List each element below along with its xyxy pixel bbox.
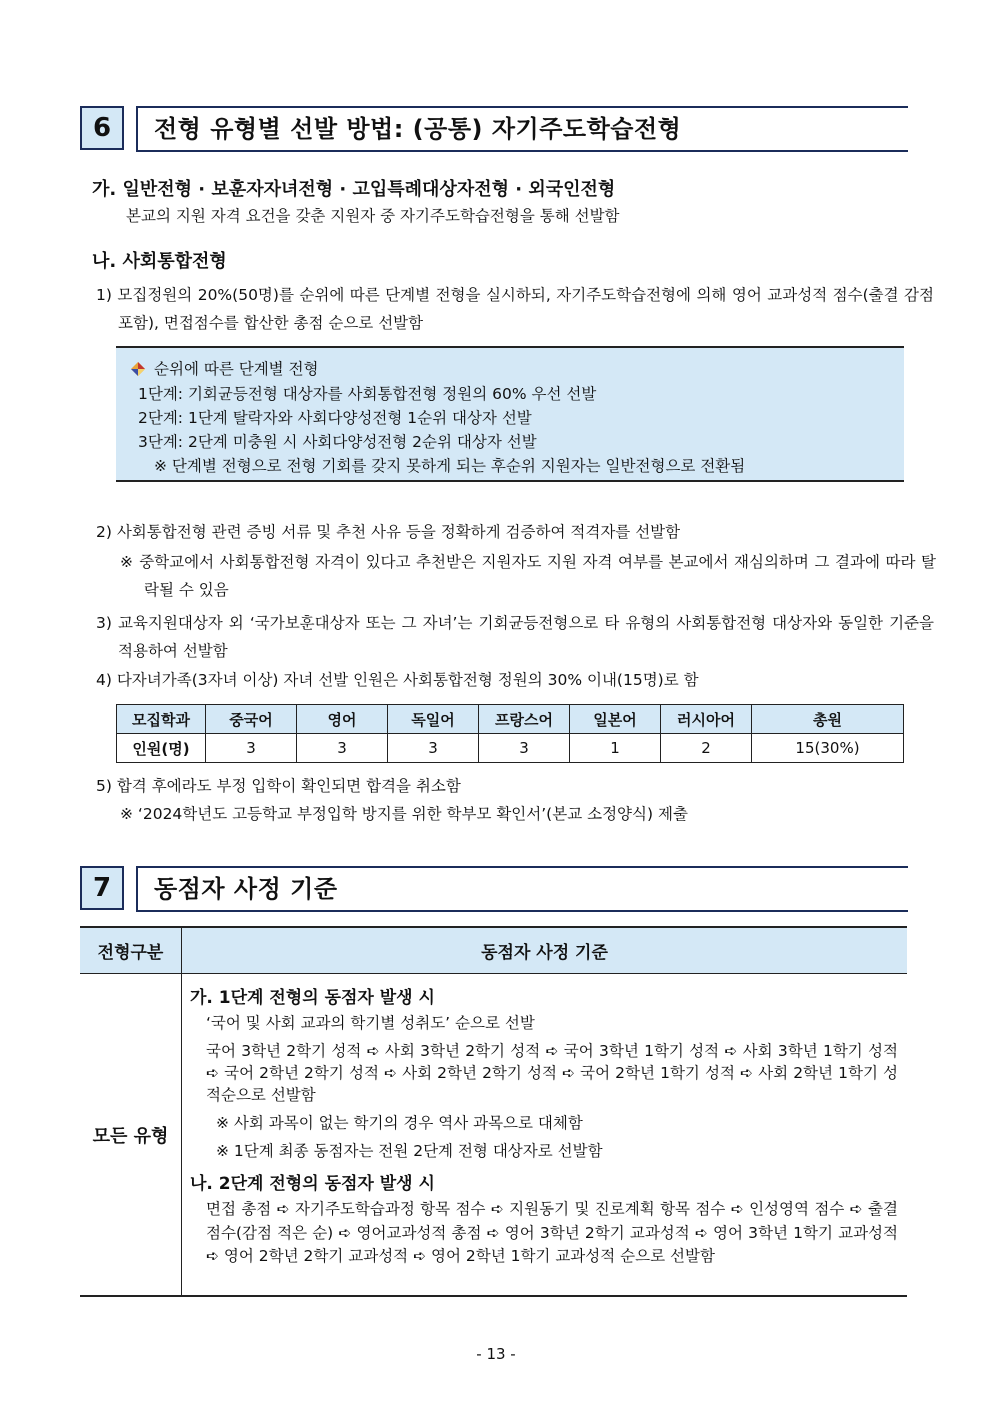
section-6-number: 6 [80,106,124,150]
tiebreak-a-intro: ‘국어 및 사회 교과의 학기별 성취도’ 순으로 선발 [206,1014,535,1032]
item-5-note: ※ ‘2024학년도 고등학교 부정입학 방지를 위한 학부모 확인서’(본교 소정양식) 제출 [120,805,688,823]
header-rule-bottom [136,910,908,912]
item-2: 2) 사회통합전형 관련 증빙 서류 및 추천 사유 등을 정확하게 검증하여 적격자를 선발함 [96,523,681,541]
quota-header-cell: 중국어 [206,705,297,734]
quota-cell: 3 [388,734,479,763]
quota-table-data-row [117,734,904,763]
section-6-title: 전형 유형별 선발 방법: (공통) 자기주도학습전형 [154,115,682,143]
subsection-a-heading: 가. 일반전형 · 보훈자자녀전형 · 고입특례대상자전형 · 외국인전형 [92,179,616,200]
table-rule-top [80,926,907,928]
quota-header-cell: 일본어 [570,705,661,734]
header-rule-top [136,106,908,108]
item-5: 5) 합격 후에라도 부정 입학이 확인되면 합격을 취소함 [96,777,461,795]
diamond-bullet-icon [131,362,145,376]
box-line-3: 3단계: 2단계 미충원 시 사회다양성전형 2순위 대상자 선발 [138,433,537,451]
quota-cell: 15(30%) [752,734,904,763]
quota-cell: 1 [570,734,661,763]
quota-header-cell: 독일어 [388,705,479,734]
section-7-header [80,866,910,914]
quota-cell: 3 [297,734,388,763]
item-2-note: ※ 중학교에서 사회통합전형 자격이 있다고 추천받은 지원자도 지원 자격 여부를 본교에서 재심의하며 그 결과에 따라 탈락될 수 있음 [120,553,936,599]
tiebreak-a-note-2: ※ 1단계 최종 동점자는 전원 2단계 전형 대상자로 선발함 [216,1142,603,1160]
tiebreak-a-sequence: 국어 3학년 2학기 성적 ➪ 사회 3학년 2학기 성적 ➪ 국어 3학년 1학기 성적 ➪ 사회 3학년 1학기 성적 ➪ 국어 2학년 2학기 성적 ➪ 사회 2학년 2학기 성적 ➪ 국어 2학년 1학기 성적 ➪ 사회 2학년 1학기 성적순으로 선발함 [206,1042,898,1104]
header-rule-top [136,866,908,868]
section-7-number: 7 [80,866,124,910]
quota-header-cell: 프랑스어 [479,705,570,734]
box-note: ※ 단계별 전형으로 전형 기회를 갖지 못하게 되는 후순위 지원자는 일반전형으로 전환됨 [154,457,746,475]
item-3: 3) 교육지원대상자 외 ‘국가보훈대상자 또는 그 자녀’는 기회균등전형으로 타 유형의 사회통합전형 대상자와 동일한 기준을 적용하여 선발함 [96,614,934,660]
subsection-b-heading: 나. 사회통합전형 [92,251,227,272]
tiebreak-b-heading: 나. 2단계 전형의 동점자 발생 시 [190,1174,435,1194]
header-rule-left [136,866,138,912]
quota-table-header-row [117,705,904,734]
quota-header-cell: 총원 [752,705,904,734]
box-line-2: 2단계: 1단계 탈락자와 사회다양성전형 1순위 대상자 선발 [138,409,532,427]
quota-cell: 3 [206,734,297,763]
quota-header-cell: 러시아어 [661,705,752,734]
tiebreak-a-heading: 가. 1단계 전형의 동점자 발생 시 [190,988,435,1008]
item-1: 1) 모집정원의 20%(50명)를 순위에 따른 단계별 전형을 실시하되, 자기주도학습전형에 의해 영어 교과성적 점수(출결 감점 포함), 면접점수를 합산한 총점 순으로 선발함 [96,286,934,332]
quota-cell: 2 [661,734,752,763]
page-number: - 13 - [476,1345,516,1363]
quota-header-cell: 모집학과 [117,705,206,734]
header-rule-left [136,106,138,152]
tiebreak-a-note-1: ※ 사회 과목이 없는 학기의 경우 역사 과목으로 대체함 [216,1114,583,1132]
quota-header-cell: 영어 [297,705,388,734]
tiebreak-row-label: 모든 유형 [92,1126,169,1147]
tiebreak-b-sequence: 면접 총점 ➪ 자기주도학습과정 항목 점수 ➪ 지원동기 및 진로계획 항목 점수 ➪ 인성영역 점수 ➪ 출결 점수(감점 적은 순) ➪ 영어교과성적 총점 ➪ 영어 3학년 2학기 교과성적 ➪ 영어 3학년 1학기 교과성적 ➪ 영어 2학년 2학기 교과성적 ➪ 영어 2학년 1학기 교과성적 순으로 선발함 [206,1200,898,1265]
table-rule-vertical [181,928,182,1296]
quota-cell: 3 [479,734,570,763]
header-rule-bottom [136,150,908,152]
stage-selection-box [116,346,904,482]
tiebreak-col1-header: 전형구분 [97,943,164,963]
table-rule-bottom [80,1295,907,1297]
quota-row-label: 인원(명) [117,734,206,763]
item-4: 4) 다자녀가족(3자녀 이상) 자녀 선발 인원은 사회통합전형 정원의 30% 이내(15명)로 함 [96,671,699,689]
quota-table [116,704,904,763]
subsection-a-text: 본교의 지원 자격 요건을 갖춘 지원자 중 자기주도학습전형을 통해 선발함 [126,207,620,225]
tiebreak-col2-header: 동점자 사정 기준 [481,943,608,963]
section-6-header [80,106,910,154]
section-7-title: 동점자 사정 기준 [154,875,338,903]
box-line-1: 1단계: 기회균등전형 대상자를 사회통합전형 정원의 60% 우선 선발 [138,385,597,403]
table-rule-header [80,973,907,974]
box-title: 순위에 따른 단계별 전형 [154,360,319,378]
